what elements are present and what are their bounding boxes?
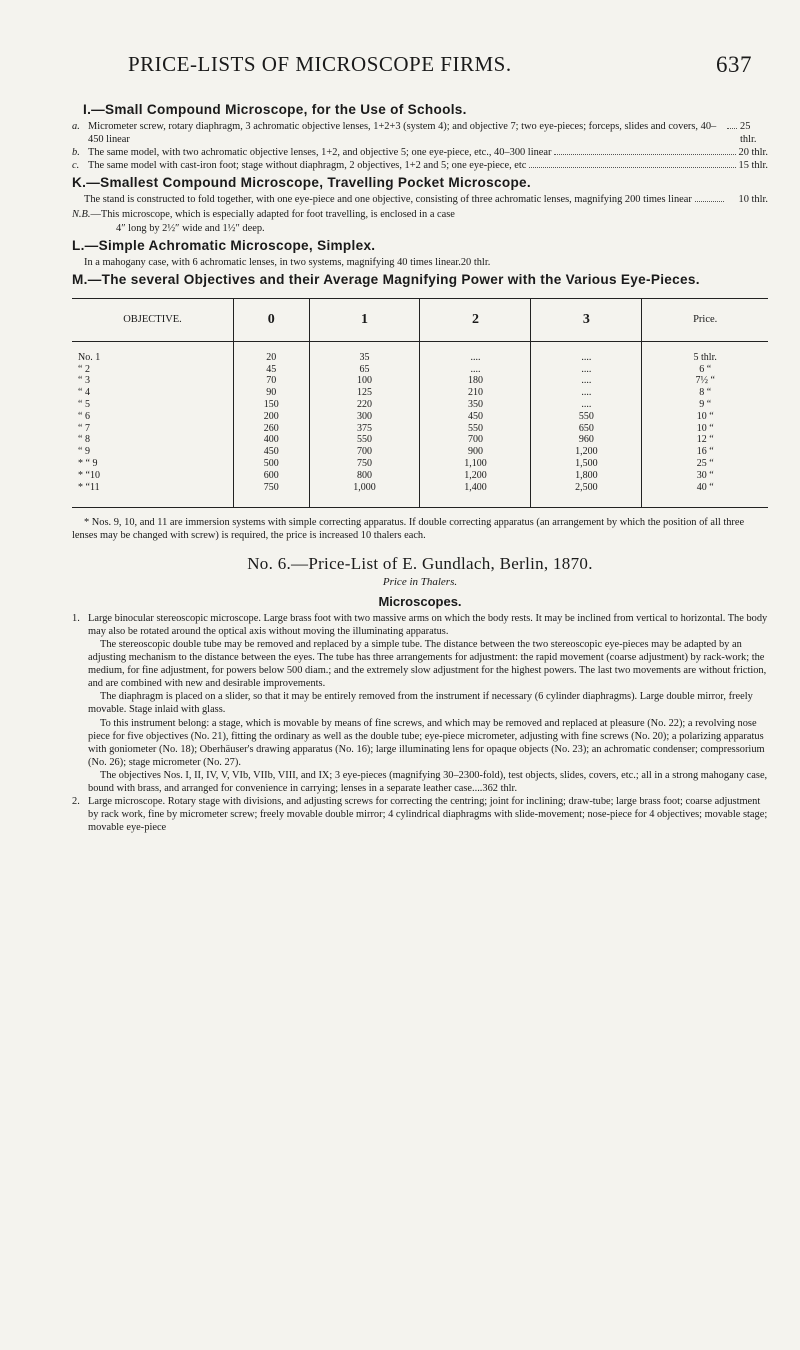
section-m-heading: M.—The several Objectives and their Average Magnifying Power with the Various Eye-Pieces. bbox=[72, 271, 700, 287]
objective-cell: * “10 bbox=[78, 469, 100, 481]
section-k-note bbox=[72, 208, 768, 234]
objective-cell: “ 4 bbox=[78, 387, 90, 399]
nb-case-dimensions: 4″ long by 2½″ wide and 1½″ deep. bbox=[116, 222, 265, 234]
eyepiece-0-cell: 750 bbox=[234, 482, 310, 508]
col-header-objective: OBJECTIVE. bbox=[72, 298, 234, 341]
eyepiece-1-cell: 1,000 bbox=[309, 482, 420, 508]
table-footnote: * Nos. 9, 10, and 11 are immersion systems with simple correcting apparatus. If double correcting apparatus (an arrangement by which the position of all three lenses may be changed with screw) is required, the price is increased 10 thalers each. bbox=[72, 517, 745, 542]
price-cell: 10 “ bbox=[642, 423, 768, 435]
nb-label: N.B. bbox=[72, 209, 91, 221]
eyepiece-0-cell: 45 bbox=[234, 364, 310, 376]
objective-cell: “ 6 bbox=[78, 410, 90, 422]
catalog-subtitle: Price in Thalers. bbox=[382, 575, 458, 588]
col-header-price: Price. bbox=[642, 298, 768, 341]
price-cell: 5 thlr. bbox=[642, 341, 768, 363]
objective-cell: * “ 9 bbox=[78, 457, 98, 469]
objective-cell: “ 5 bbox=[78, 398, 90, 410]
table-row bbox=[72, 423, 768, 435]
table-row bbox=[72, 411, 768, 423]
eyepiece-2-cell: .... bbox=[420, 364, 531, 376]
price-cell: 16 “ bbox=[642, 446, 768, 458]
running-title: PRICE-LISTS OF MICROSCOPE FIRMS. bbox=[128, 52, 512, 76]
item-price: 20 thlr. bbox=[738, 147, 768, 159]
eyepiece-2-cell: 1,100 bbox=[420, 458, 531, 470]
section-k-heading: K.—Smallest Compound Microscope, Travelling Pocket Microscope. bbox=[72, 175, 531, 191]
item-paragraph: The objectives Nos. I, II, IV, V, VIb, VIIb, VIII, and IX; 3 eye-pieces (magnifying 30–2300-fold), test objects, slides, covers, etc.; all in a strong mahogany case, bound with brass, and arranged for convenience in carrying; lenses in a separate leather case....362 thlr. bbox=[88, 769, 768, 794]
item-price: 362 thlr. bbox=[482, 783, 518, 794]
price-cell: 30 “ bbox=[642, 470, 768, 482]
eyepiece-0-cell: 600 bbox=[234, 470, 310, 482]
objective-cell: “ 2 bbox=[78, 363, 90, 375]
eyepiece-2-cell: 1,200 bbox=[420, 470, 531, 482]
table-row bbox=[72, 387, 768, 399]
item-paragraph: The stereoscopic double tube may be removed and replaced by a simple tube. The distance between the two stereoscopic eye-pieces may be adapted by an adjusting mechanism to the distance between the eyes. The tube has three arrangements for adjustment: the rapid movement (coarse adjustment) by rack-work; the medium, for fine adjustment, for powers below 500 diam.; and the extremely slow adjustment for the highest powers. The last two movements are without friction, and are combined with new and desirable improvements. bbox=[88, 638, 767, 690]
catalog-item-1 bbox=[72, 612, 768, 795]
section-i-item-c bbox=[72, 159, 768, 172]
item-label: a. bbox=[72, 121, 80, 132]
section-l-heading: L.—Simple Achromatic Microscope, Simplex. bbox=[72, 237, 376, 253]
price-cell: 10 “ bbox=[642, 411, 768, 423]
item-text: The same model with cast-iron foot; stage without diaphragm, 2 objectives, 1+2 and 5; one eye-piece, etc bbox=[88, 160, 527, 172]
eyepiece-2-cell: 210 bbox=[420, 387, 531, 399]
eyepiece-3-cell: 1,500 bbox=[531, 458, 642, 470]
eyepiece-3-cell: .... bbox=[531, 341, 642, 363]
price-cell: 25 “ bbox=[642, 458, 768, 470]
eyepiece-1-cell: 550 bbox=[309, 434, 420, 446]
objectives-table bbox=[72, 298, 768, 509]
section-k-text: The stand is constructed to fold together, with one eye-piece and one objective, consisting of three achromatic lenses, magnifying 200 times linear bbox=[84, 194, 692, 206]
eyepiece-3-cell: 650 bbox=[531, 423, 642, 435]
eyepiece-0-cell: 20 bbox=[234, 341, 310, 363]
catalog-heading: Microscopes. bbox=[378, 593, 462, 609]
item-label: c. bbox=[72, 160, 80, 172]
eyepiece-3-cell: .... bbox=[531, 364, 642, 376]
item-number: 1. bbox=[72, 612, 80, 624]
table-row bbox=[72, 364, 768, 376]
catalog-item-2 bbox=[72, 795, 768, 834]
eyepiece-3-cell: 550 bbox=[531, 411, 642, 423]
eyepiece-1-cell: 800 bbox=[309, 470, 420, 482]
section-i-item-a bbox=[72, 120, 768, 146]
eyepiece-1-cell: 220 bbox=[309, 399, 420, 411]
item-number: 2. bbox=[72, 796, 80, 808]
item-label: b. bbox=[72, 147, 80, 159]
section-k-text-row bbox=[72, 193, 768, 206]
eyepiece-2-cell: 900 bbox=[420, 446, 531, 458]
eyepiece-2-cell: 350 bbox=[420, 399, 531, 411]
item-text: The objectives Nos. I, II, IV, V, VIb, VIIb, VIII, and IX; 3 eye-pieces (magnifying 30–2300-fold), test objects, slides, covers, etc.; all in a strong mahogany case, bound with brass, and arranged for convenience in carrying; lenses in a separate leather case bbox=[88, 769, 768, 794]
col-header-eyepiece-3: 3 bbox=[531, 298, 642, 341]
page-content bbox=[72, 99, 768, 834]
section-l-text: In a mahogany case, with 6 achromatic lenses, in two systems, magnifying 40 times linear.20 thlr. bbox=[84, 256, 491, 268]
eyepiece-2-cell: 550 bbox=[420, 423, 531, 435]
price-cell: 12 “ bbox=[642, 434, 768, 446]
eyepiece-3-cell: .... bbox=[531, 387, 642, 399]
eyepiece-3-cell: 1,200 bbox=[531, 446, 642, 458]
eyepiece-2-cell: 450 bbox=[420, 411, 531, 423]
item-paragraph: Large microscope. Rotary stage with divisions, and adjusting screws for correcting the centring; joint for inclining; draw-tube; large brass foot; coarse adjustment by rack work, fine by micrometer screw; freely movable double mirror; 4 cylindrical diaphragms with slide-movement; nose-piece for 4 objectives; movable stage; movable eye-piece bbox=[88, 796, 768, 834]
eyepiece-0-cell: 500 bbox=[234, 458, 310, 470]
table-row bbox=[72, 434, 768, 446]
eyepiece-0-cell: 70 bbox=[234, 375, 310, 387]
eyepiece-2-cell: 1,400 bbox=[420, 482, 531, 508]
item-price: 25 thlr. bbox=[740, 121, 757, 146]
eyepiece-1-cell: 100 bbox=[309, 375, 420, 387]
price-cell: 6 “ bbox=[642, 364, 768, 376]
eyepiece-3-cell: 1,800 bbox=[531, 470, 642, 482]
eyepiece-3-cell: 2,500 bbox=[531, 482, 642, 508]
section-i-heading: I.—Small Compound Microscope, for the Use of Schools. bbox=[83, 102, 467, 117]
col-header-eyepiece-1: 1 bbox=[309, 298, 420, 341]
objective-cell: No. 1 bbox=[78, 351, 101, 363]
objective-cell: “ 9 bbox=[78, 446, 90, 458]
page-number: 637 bbox=[716, 52, 752, 77]
eyepiece-0-cell: 200 bbox=[234, 411, 310, 423]
item-paragraph: The diaphragm is placed on a slider, so that it may be entirely removed from the instrument if necessary (6 cylinder diaphragms). Large double mirror, freely movable. Stage inlaid with glass. bbox=[88, 691, 753, 716]
table-row bbox=[72, 399, 768, 411]
table-header-row bbox=[72, 298, 768, 341]
eyepiece-2-cell: 700 bbox=[420, 434, 531, 446]
objective-cell: “ 7 bbox=[78, 422, 90, 434]
table-row bbox=[72, 458, 768, 470]
objective-cell: * “11 bbox=[78, 481, 100, 493]
item-paragraph: To this instrument belong: a stage, which is movable by means of fine screws, and which may be removed and replaced at pleasure (No. 22); a revolving nose piece for five objectives (No. 21), fitting the ordinary as well as the double tube; eye-piece micrometer, adjusting with fine screws (No. 20); a polarizing apparatus with goniometer (No. 18); Oberhäuser's drawing apparatus (No. 16); large illuminating lens for opaque objects (No. 23); an achromatic condenser; compressorium (No. 26); stage micrometer (No. 27). bbox=[88, 717, 765, 768]
eyepiece-2-cell: .... bbox=[420, 341, 531, 363]
eyepiece-1-cell: 125 bbox=[309, 387, 420, 399]
section-k-price: 10 thlr. bbox=[738, 194, 768, 206]
price-cell: 7½ “ bbox=[642, 375, 768, 387]
col-header-eyepiece-2: 2 bbox=[420, 298, 531, 341]
price-cell: 8 “ bbox=[642, 387, 768, 399]
nb-text: —This microscope, which is especially adapted for foot travelling, is enclosed in a case bbox=[90, 209, 455, 221]
eyepiece-1-cell: 300 bbox=[309, 411, 420, 423]
eyepiece-1-cell: 65 bbox=[309, 364, 420, 376]
item-text: The same model, with two achromatic objective lenses, 1+2, and objective 5; one eye-piece, etc., 40–300 linear bbox=[88, 147, 552, 159]
eyepiece-0-cell: 450 bbox=[234, 446, 310, 458]
eyepiece-3-cell: .... bbox=[531, 375, 642, 387]
eyepiece-1-cell: 750 bbox=[309, 458, 420, 470]
table-row bbox=[72, 446, 768, 458]
eyepiece-0-cell: 260 bbox=[234, 423, 310, 435]
col-header-eyepiece-0: 0 bbox=[234, 298, 310, 341]
price-cell: 9 “ bbox=[642, 399, 768, 411]
table-row bbox=[72, 470, 768, 482]
item-paragraph: Large binocular stereoscopic microscope. Large brass foot with two massive arms on which the body rests. It may be inclined from vertical to horizontal. The body may also be rotated around the optical axis without moving the illuminating apparatus. bbox=[88, 612, 768, 637]
table-row bbox=[72, 482, 768, 508]
page-header bbox=[70, 52, 760, 88]
eyepiece-0-cell: 90 bbox=[234, 387, 310, 399]
section-i-item-b bbox=[72, 146, 768, 159]
eyepiece-3-cell: .... bbox=[531, 399, 642, 411]
catalog-title: No. 6.—Price-List of E. Gundlach, Berlin, 1870. bbox=[247, 553, 593, 573]
item-price: 15 thlr. bbox=[738, 160, 768, 172]
eyepiece-1-cell: 35 bbox=[309, 341, 420, 363]
price-cell: 40 “ bbox=[642, 482, 768, 508]
eyepiece-3-cell: 960 bbox=[531, 434, 642, 446]
item-text: Micrometer screw, rotary diaphragm, 3 achromatic objective lenses, 1+2+3 (system 4); and objective 7; two eye-pieces; forceps, slides and covers, 40–450 linear bbox=[88, 121, 717, 146]
eyepiece-2-cell: 180 bbox=[420, 375, 531, 387]
eyepiece-0-cell: 400 bbox=[234, 434, 310, 446]
eyepiece-1-cell: 375 bbox=[309, 423, 420, 435]
eyepiece-0-cell: 150 bbox=[234, 399, 310, 411]
table-row bbox=[72, 341, 768, 363]
objective-cell: “ 8 bbox=[78, 434, 90, 446]
eyepiece-1-cell: 700 bbox=[309, 446, 420, 458]
objective-cell: “ 3 bbox=[78, 375, 90, 387]
table-row bbox=[72, 375, 768, 387]
